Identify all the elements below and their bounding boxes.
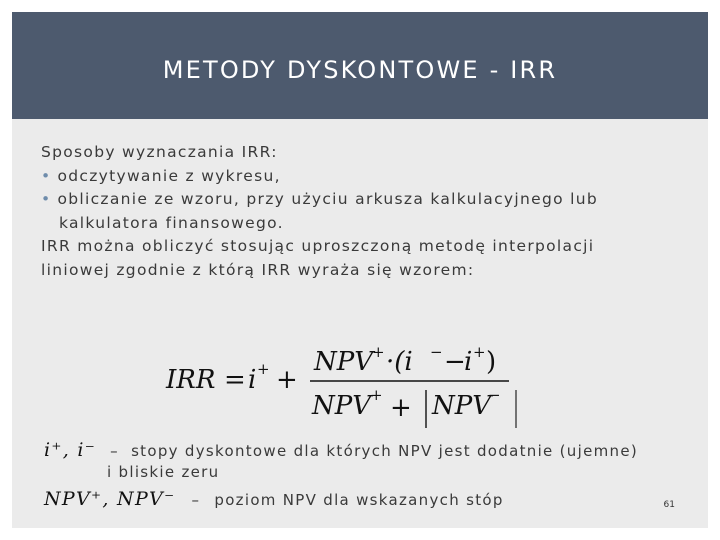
- page-number: 61: [663, 500, 675, 510]
- denominator-sup-minus: −: [488, 386, 501, 404]
- slide: [12, 12, 708, 528]
- denominator-sup-plus: +: [370, 386, 383, 404]
- legend-rates-text: stopy dyskontowe dla których NPV jest dodatnie (ujemne): [131, 442, 639, 460]
- denominator-plus: +: [390, 393, 412, 423]
- numerator-minus: −: [444, 347, 466, 377]
- bullet-item: • odczytywanie z wykresu,: [41, 166, 281, 185]
- legend-rates-dash: –: [110, 442, 119, 460]
- bullet-continuation: kalkulatora finansowego.: [59, 213, 284, 232]
- title-bar: [12, 12, 708, 119]
- formula-i: i: [248, 365, 257, 395]
- legend-npv-text: poziom NPV dla wskazanych stóp: [214, 491, 504, 509]
- formula-equals: =: [224, 365, 246, 395]
- bullet-item: • obliczanie ze wzoru, przy użyciu arkusza kalkulacyjnego lub: [41, 190, 598, 208]
- legend-rates: [44, 439, 638, 461]
- legend-npv: [44, 488, 504, 510]
- numerator-close-paren: ): [486, 347, 497, 377]
- formula-sup-plus: +: [257, 360, 270, 378]
- denominator-npv-abs: NPV: [432, 391, 492, 421]
- numerator-factor: ·(i: [386, 347, 413, 377]
- numerator-sup-plus: +: [372, 344, 385, 361]
- intro-line: Sposoby wyznaczania IRR:: [41, 143, 278, 161]
- bullet-dot-icon: •: [41, 166, 52, 185]
- bullet-dot-icon: •: [41, 190, 52, 208]
- denominator-npv: NPV: [312, 391, 372, 421]
- legend-rates-continuation: i bliskie zeru: [107, 463, 220, 481]
- numerator-sup-plus-2: +: [473, 344, 486, 361]
- paragraph-line: IRR można obliczyć stosując uproszczoną metodę interpolacji: [41, 237, 595, 255]
- legend-npv-dash: –: [191, 491, 201, 509]
- numerator-sup-minus: −: [430, 344, 443, 361]
- formula-lhs: IRR: [166, 365, 216, 395]
- formula-plus: +: [276, 365, 298, 395]
- legend-npv-symbol: NPV⁺, NPV⁻: [44, 488, 176, 510]
- slide-body: [41, 141, 681, 282]
- slide-title: METODY DYSKONTOWE - IRR: [162, 56, 558, 84]
- numerator-npv: NPV: [314, 347, 374, 377]
- paragraph-line: liniowej zgodnie z którą IRR wyraża się wzorem:: [41, 260, 475, 279]
- numerator-i: i: [464, 347, 473, 377]
- irr-formula: [164, 344, 544, 434]
- legend-rates-symbol: i⁺, i⁻: [44, 439, 97, 461]
